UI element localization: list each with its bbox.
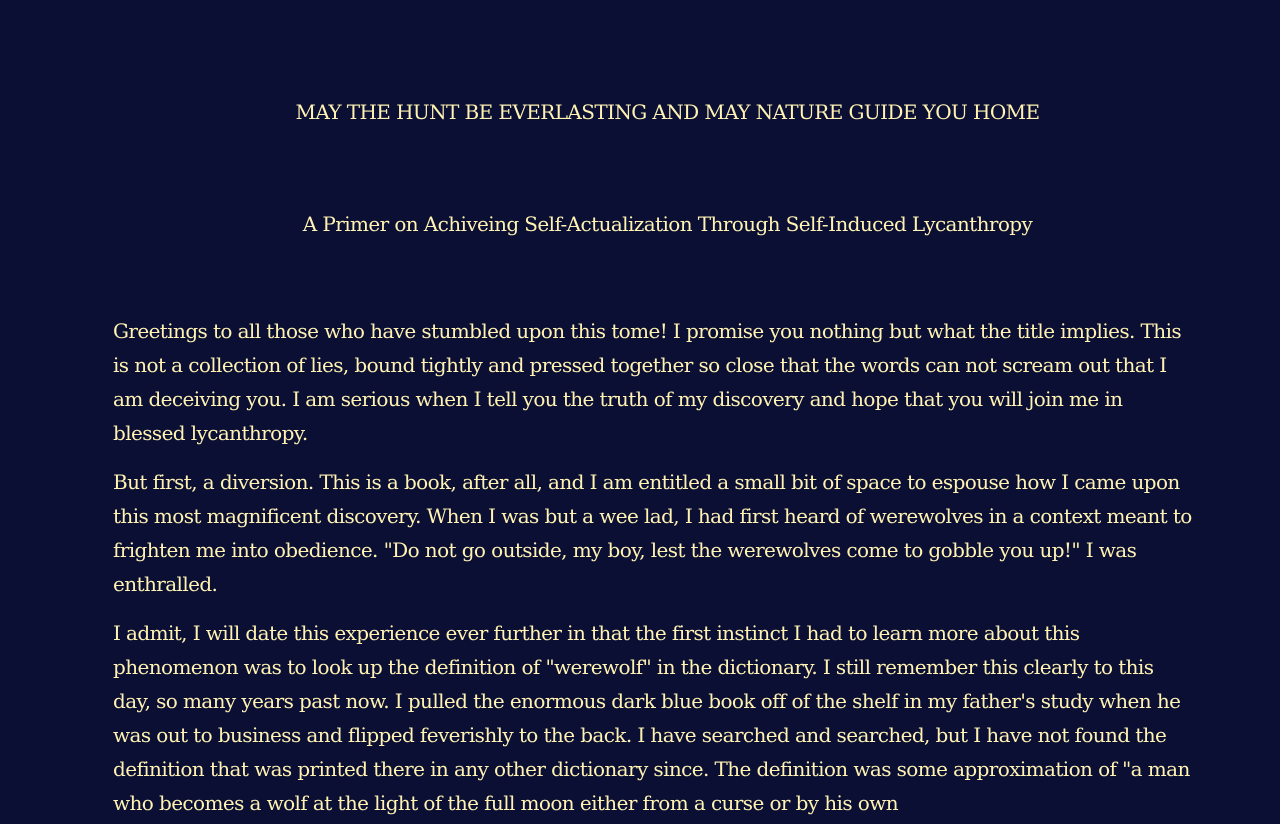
document-body xyxy=(113,314,1193,824)
paragraph: But first, a diversion. This is a book, after all, and I am entitled a small bit of space to espouse how I came upon this most magnificent discovery. When I was but a wee lad, I had first heard of werewolves in a context meant to frighten me into obedience. "Do not go outside, my boy, lest the werewolves come to gobble you up!" I was enthralled. xyxy=(113,470,1192,596)
document-title: A Primer on Achiveing Self-Actualization Through Self-Induced Lycanthropy xyxy=(302,212,1033,236)
paragraph: Greetings to all those who have stumbled upon this tome! I promise you nothing but what the title implies. This is not a collection of lies, bound tightly and pressed together so close that the words can not scream out that I am deceiving you. I am serious when I tell you the truth of my discovery and hope that you will join me in blessed lycanthropy. xyxy=(113,319,1182,445)
paragraph: I admit, I will date this experience ever further in that the first instinct I had to learn more about this phenomenon was to look up the definition of "werewolf" in the dictionary. I still remember this clearly to this day, so many years past now. I pulled the enormous dark blue book off of the shelf in my father's study when he was out to business and flipped feverishly to the back. I have searched and searched, but I have not found the definition that was printed there in any other dictionary since. The definition was some approximation of "a man who becomes a wolf at the light of the full moon either from a curse or by his own xyxy=(113,621,1190,815)
document-motto: MAY THE HUNT BE EVERLASTING AND MAY NATURE GUIDE YOU HOME xyxy=(295,100,1040,124)
